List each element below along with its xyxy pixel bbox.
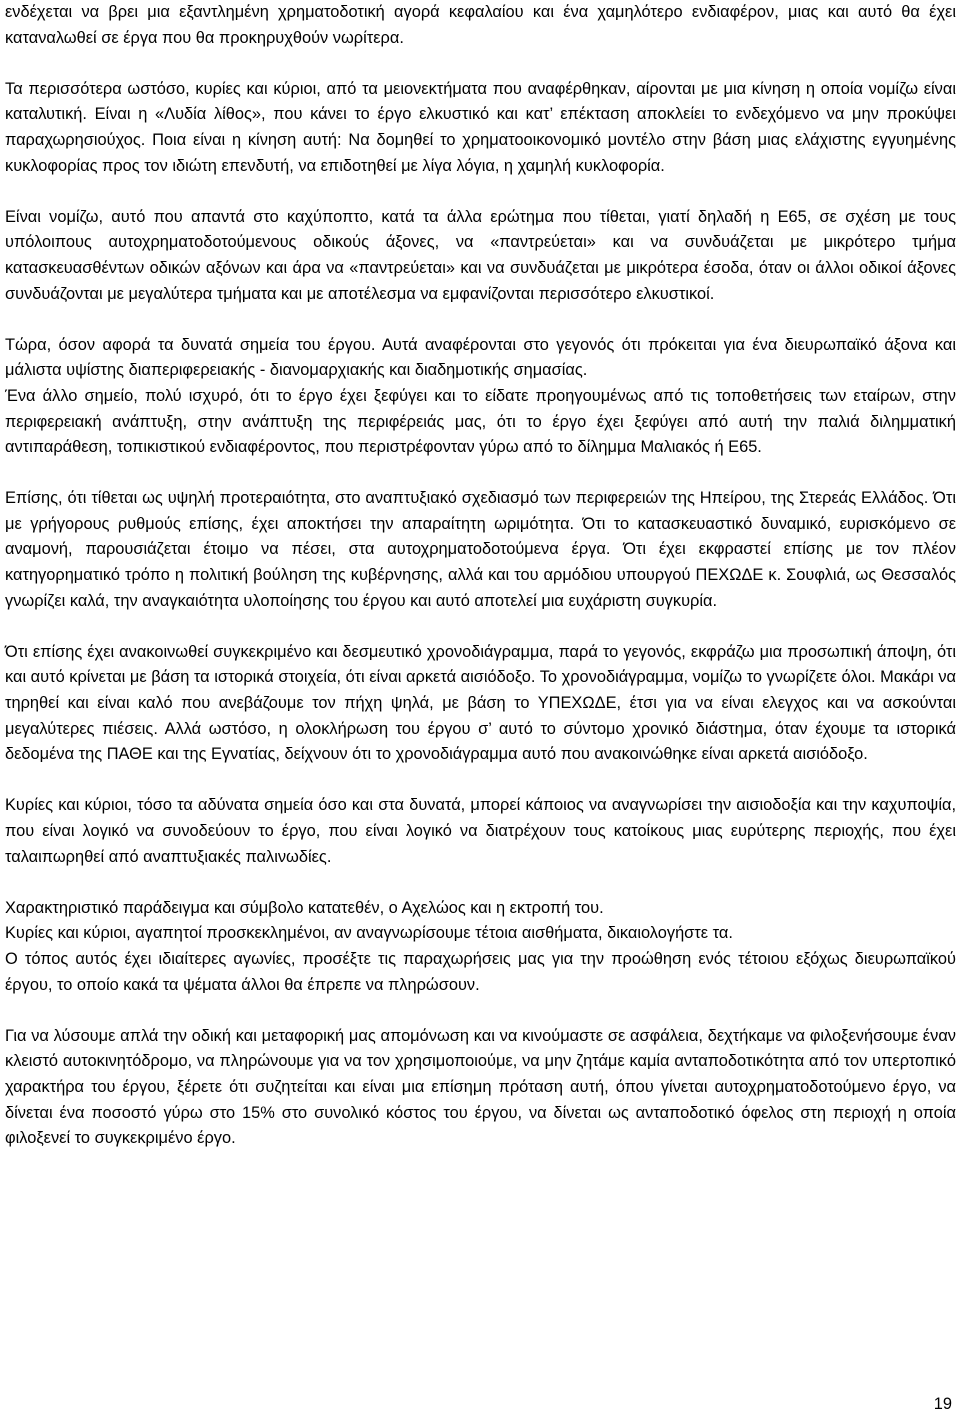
paragraph-3: Είναι νομίζω, αυτό που απαντά στο καχύποπτο, κατά τα άλλα ερώτημα που τίθεται, γιατί δηλαδή η Ε65, σε σχέση με τους υπόλοιπους αυτοχρηματοδοτούμενους οδικούς άξονες, να «παντρεύεται» και να συνδυάζεται με μικρότερο τμήμα κατασκευασθέντων οδικών αξόνων και άρα να «παντρεύεται» και να συνδυάζεται με μικρότερα έσοδα, όταν οι άλλοι οδικοί άξονες συνδυάζονται με μεγαλύτερα τμήματα και με αποτέλεσμα να εμφανίζονται περισσότερο ελκυστικοί. (5, 207, 956, 303)
paragraph-7: Ότι επίσης έχει ανακοινωθεί συγκεκριμένο και δεσμευτικό χρονοδιάγραμμα, παρά το γεγονός, εκφράζω μια προσωπική άποψη, ότι και αυτό κρίνεται με βάση τα ιστορικά στοιχεία, ότι είναι αρκετά αισιόδοξο. Το χρονοδιάγραμμα, νομίζω το γνωρίζετε όλοι. Μακάρι να τηρηθεί και είναι καλό που ανεβάζουμε τον πήχη ψηλά, με βάση το ΥΠΕΧΩΔΕ, έτσι για να είναι ελεγχος και να ασκούνται μεγαλύτερες πιέσεις. Αλλά ωστόσο, η ολοκλήρωση του έργου σ’ αυτό το σύντομο χρονικό διάστημα, όταν έχουμε τα ιστορικά δεδομένα της ΠΑΘΕ και της Εγνατίας, δείχνουν ότι το χρονοδιάγραμμα αυτό που ανακοινώθηκε είναι αρκετά αισιόδοξο. (5, 642, 956, 764)
paragraph-2: Τα περισσότερα ωστόσο, κυρίες και κύριοι, από τα μειονεκτήματα που αναφέρθηκαν, αίρονται με μια κίνηση η οποία νομίζω είναι καταλυτική. Είναι η «Λυδία λίθος», που κάνει το έργο ελκυστικό και κατ’ επέκταση αποκλείει το ενδεχόμενο να μην προκύψει παραχωρησιούχος. Ποια είναι η κίνηση αυτή: Να δομηθεί το χρηματοοικονομικό μοντέλο στην βάση μιας ελάχιστης εγγυημένης κυκλοφορίας προς τον ιδιώτη επενδυτή, να επιδοτηθεί με λίγα λόγια, η χαμηλή κυκλοφορία. (5, 79, 956, 175)
paragraph-10: Κυρίες και κύριοι, αγαπητοί προσκεκλημένοι, αν αναγνωρίσουμε τέτοια αισθήματα, δικαιολογήστε τα. (5, 924, 733, 943)
paragraph-11: Ο τόπος αυτός έχει ιδιαίτερες αγωνίες, προσέξτε τις παραχωρήσεις μας για την προώθηση ενός τέτοιου εξόχως διευρωπαϊκού έργου, το οποίο κακά τα ψέματα άλλοι θα έπρεπε να πληρώσουν. (5, 949, 956, 994)
paragraph-6: Επίσης, ότι τίθεται ως υψηλή προτεραιότητα, στο αναπτυξιακό σχεδιασμό των περιφερειών της Ηπείρου, της Στερεάς Ελλάδος. Ότι με γρήγορους ρυθμούς επίσης, έχει αποκτήσει την απαραίτητη ωριμότητα. Ότι το κατασκευαστικό δυναμικό, ευρισκόμενο σε αναμονή, παρουσιάζεται έτοιμο να πέσει, στα αυτοχρηματοδοτούμενα έργα. Ότι έχει εκφραστεί επίσης με τον πλέον κατηγορηματικό τρόπο η πολιτική βούληση της κυβέρνησης, αλλά και του αρμόδιου υπουργού ΠΕΧΩΔΕ κ. Σουφλιά, ως Θεσσαλός γνωρίζει καλά, την αναγκαιότητα υλοποίησης του έργου και αυτό αποτελεί μια ευχάριστη συγκυρία. (5, 489, 956, 610)
paragraph-9: Χαρακτηριστικό παράδειγμα και σύμβολο κατατεθέν, ο Αχελώος και η εκτροπή του. (5, 898, 604, 917)
paragraph-5: Ένα άλλο σημείο, πολύ ισχυρό, ότι το έργο έχει ξεφύγει και το είδατε προηγουμένως από τις τοποθετήσεις των εταίρων, στην περιφερειακή ανάπτυξη, στην ανάπτυξη της περιφέρειάς μας, ότι το έργο έχει ξεφύγει από αυτή την παλιά διλημματική αντιπαράθεση, τοπικιστικού ενδιαφέροντος, που περιστρέφονταν γύρω από το δίλημμα Μαλιακός ή Ε65. (5, 386, 956, 457)
paragraph-12: Για να λύσουμε απλά την οδική και μεταφορική μας απομόνωση και να κινούμαστε σε ασφάλεια, δεχτήκαμε να φιλοξενήσουμε έναν κλειστό αυτοκινητόδρομο, να πληρώνουμε για να τον χρησιμοποιούμε, να μην ζητάμε καμία ανταποδοτικότητα από τον υπερτοπικό χαρακτήρα του έργου, ξέρετε ότι συζητείται και είναι μια επίσημη πρόταση αυτή, όπου γίνεται αυτοχρηματοδοτούμενο έργο, να δίνεται ένα ποσοστό γύρω στο 15% στο συνολικό κόστος του έργου, να δίνεται ως ανταποδοτικό όφελος στη περιοχή η οποία φιλοξενεί το συγκεκριμένο έργο. (5, 1026, 956, 1148)
paragraph-1: ενδέχεται να βρει μια εξαντλημένη χρηματοδοτική αγορά κεφαλαίου και ένα χαμηλότερο ενδιαφέρον, μιας και αυτό θα έχει καταναλωθεί σε έργα που θα προκηρυχθούν νωρίτερα. (5, 3, 956, 47)
paragraph-4: Τώρα, όσον αφορά τα δυνατά σημεία του έργου. Αυτά αναφέρονται στο γεγονός ότι πρόκειται για ένα διευρωπαϊκό άξονα και μάλιστα υψίστης διαπεριφερειακής - διανομαρχιακής και διαδημοτικής σημασίας. (5, 335, 956, 380)
document-page (5, 0, 956, 1152)
paragraph-8: Κυρίες και κύριοι, τόσο τα αδύνατα σημεία όσο και στα δυνατά, μπορεί κάποιος να αναγνωρίσει την αισιοδοξία και την καχυποψία, που είναι λογικό να συνοδεύουν το έργο, που είναι λογικό να διατρέχουν τους κατοίκους μιας ευρύτερης περιοχής, που έχει ταλαιπωρηθεί από αναπτυξιακές παλινωδίες. (5, 796, 956, 866)
page-number: 19 (933, 1395, 952, 1413)
